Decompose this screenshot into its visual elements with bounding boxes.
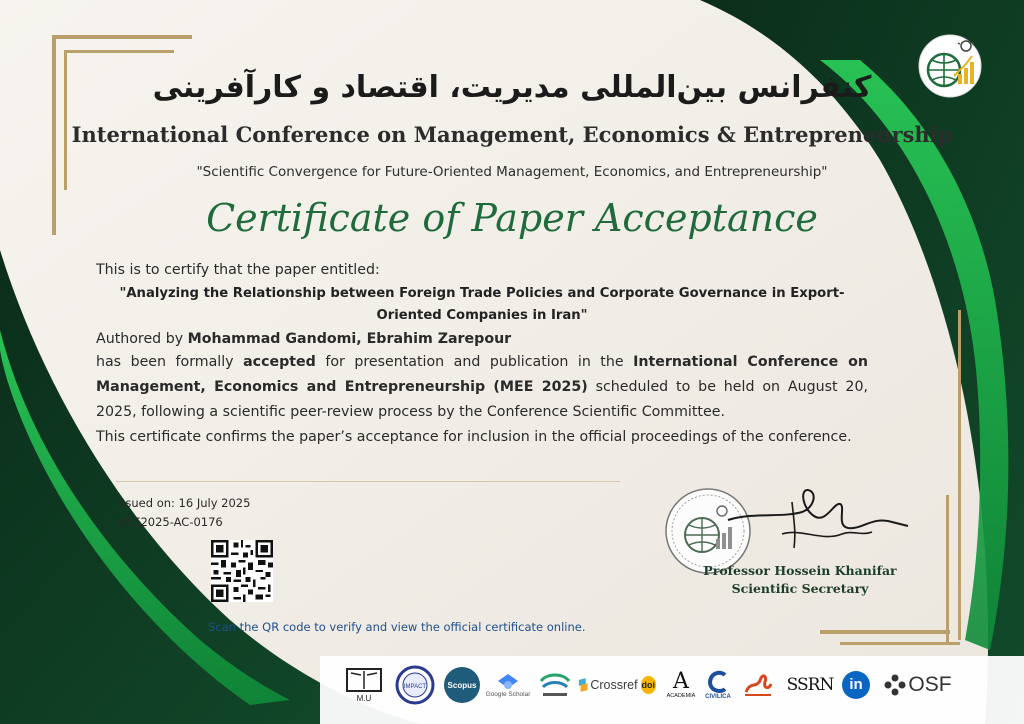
academia-label: ACADEMIA <box>666 693 696 699</box>
impact-label: IMPACT <box>403 684 427 690</box>
scan-instruction: Scan the QR code to verify and view the official certificate online. <box>208 620 586 634</box>
conference-title-english: International Conference on Management, Economics & Entrepreneurship <box>71 122 953 147</box>
certification-intro: This is to certify that the paper entitled: <box>96 262 380 278</box>
authored-prefix: Authored by <box>96 331 184 347</box>
accepted-word: accepted <box>243 354 316 370</box>
issued-date: Issued on: 16 July 2025 <box>116 496 251 510</box>
ssrn-logo-icon[interactable] <box>786 662 834 708</box>
qr-code-icon[interactable] <box>211 540 273 602</box>
author-names: Mohammad Gandomi, Ebrahim Zarepour <box>187 331 512 347</box>
linkedin-label: in <box>842 671 870 699</box>
divider <box>116 481 620 482</box>
google-scholar-logo-icon[interactable] <box>484 662 532 708</box>
magiran-logo-icon[interactable] <box>536 662 574 708</box>
scopus-logo-icon[interactable] <box>442 662 482 708</box>
impact-factor-logo-icon[interactable] <box>394 662 436 708</box>
crossref-label: Crossref <box>590 678 638 692</box>
academia-letter: A <box>673 669 689 694</box>
paper-title: "Analyzing the Relationship between Foreign Trade Policies and Corporate Governance in Export-Oriented Companies in Iran" <box>119 286 845 323</box>
ssrn-label: SSRN <box>786 675 834 695</box>
signature <box>722 482 912 562</box>
conference-name: International Conference on Management, Economics and Entrepreneurship (MEE 2025) <box>96 354 868 395</box>
para-part-1: has been formally <box>96 354 234 370</box>
signatory-name: Professor Hossein Khanifar <box>703 563 897 578</box>
acceptance-paragraph <box>96 350 868 425</box>
conference-title-persian: کنفرانس بین‌المللی مدیریت، اقتصاد و کارآفرینی <box>152 70 872 105</box>
mu-label: M.U <box>356 694 372 703</box>
certificate-title: Certificate of Paper Acceptance <box>206 196 818 240</box>
confirmation-paragraph: This certificate confirms the paper’s acceptance for inclusion in the official proceedings of the conference. <box>96 429 852 445</box>
mu-institute-logo-icon[interactable] <box>342 662 386 708</box>
issue-info <box>116 494 250 532</box>
civilica-label: CIVILICA <box>705 694 731 700</box>
scopus-label: Scopus <box>447 681 477 690</box>
noormags-logo-icon[interactable] <box>742 662 774 708</box>
osf-label: OSF <box>908 673 952 696</box>
indexing-logos <box>334 662 964 708</box>
academia-logo-icon[interactable] <box>664 662 698 708</box>
para-part-2: for presentation and publication in the <box>325 354 624 370</box>
google-scholar-label: Google Scholar <box>485 690 531 698</box>
civilica-logo-icon[interactable] <box>700 662 736 708</box>
linkedin-logo-icon[interactable] <box>840 662 872 708</box>
para-part-3: scheduled to be held on August 20, 2025, following a scientific peer-review process by the Conference Scientific Committee. <box>96 379 868 420</box>
osf-logo-icon[interactable] <box>876 662 960 708</box>
signatory-role: Scientific Secretary <box>731 581 869 596</box>
doi-label: doi <box>641 676 656 694</box>
authored-line <box>96 327 868 352</box>
signatory-block <box>700 562 900 598</box>
conference-slogan: "Scientific Convergence for Future-Oriented Management, Economics, and Entrepreneurship" <box>196 164 828 180</box>
certificate-code: MEE2025-AC-0176 <box>116 515 223 529</box>
crossref-logo-icon[interactable] <box>578 662 656 708</box>
